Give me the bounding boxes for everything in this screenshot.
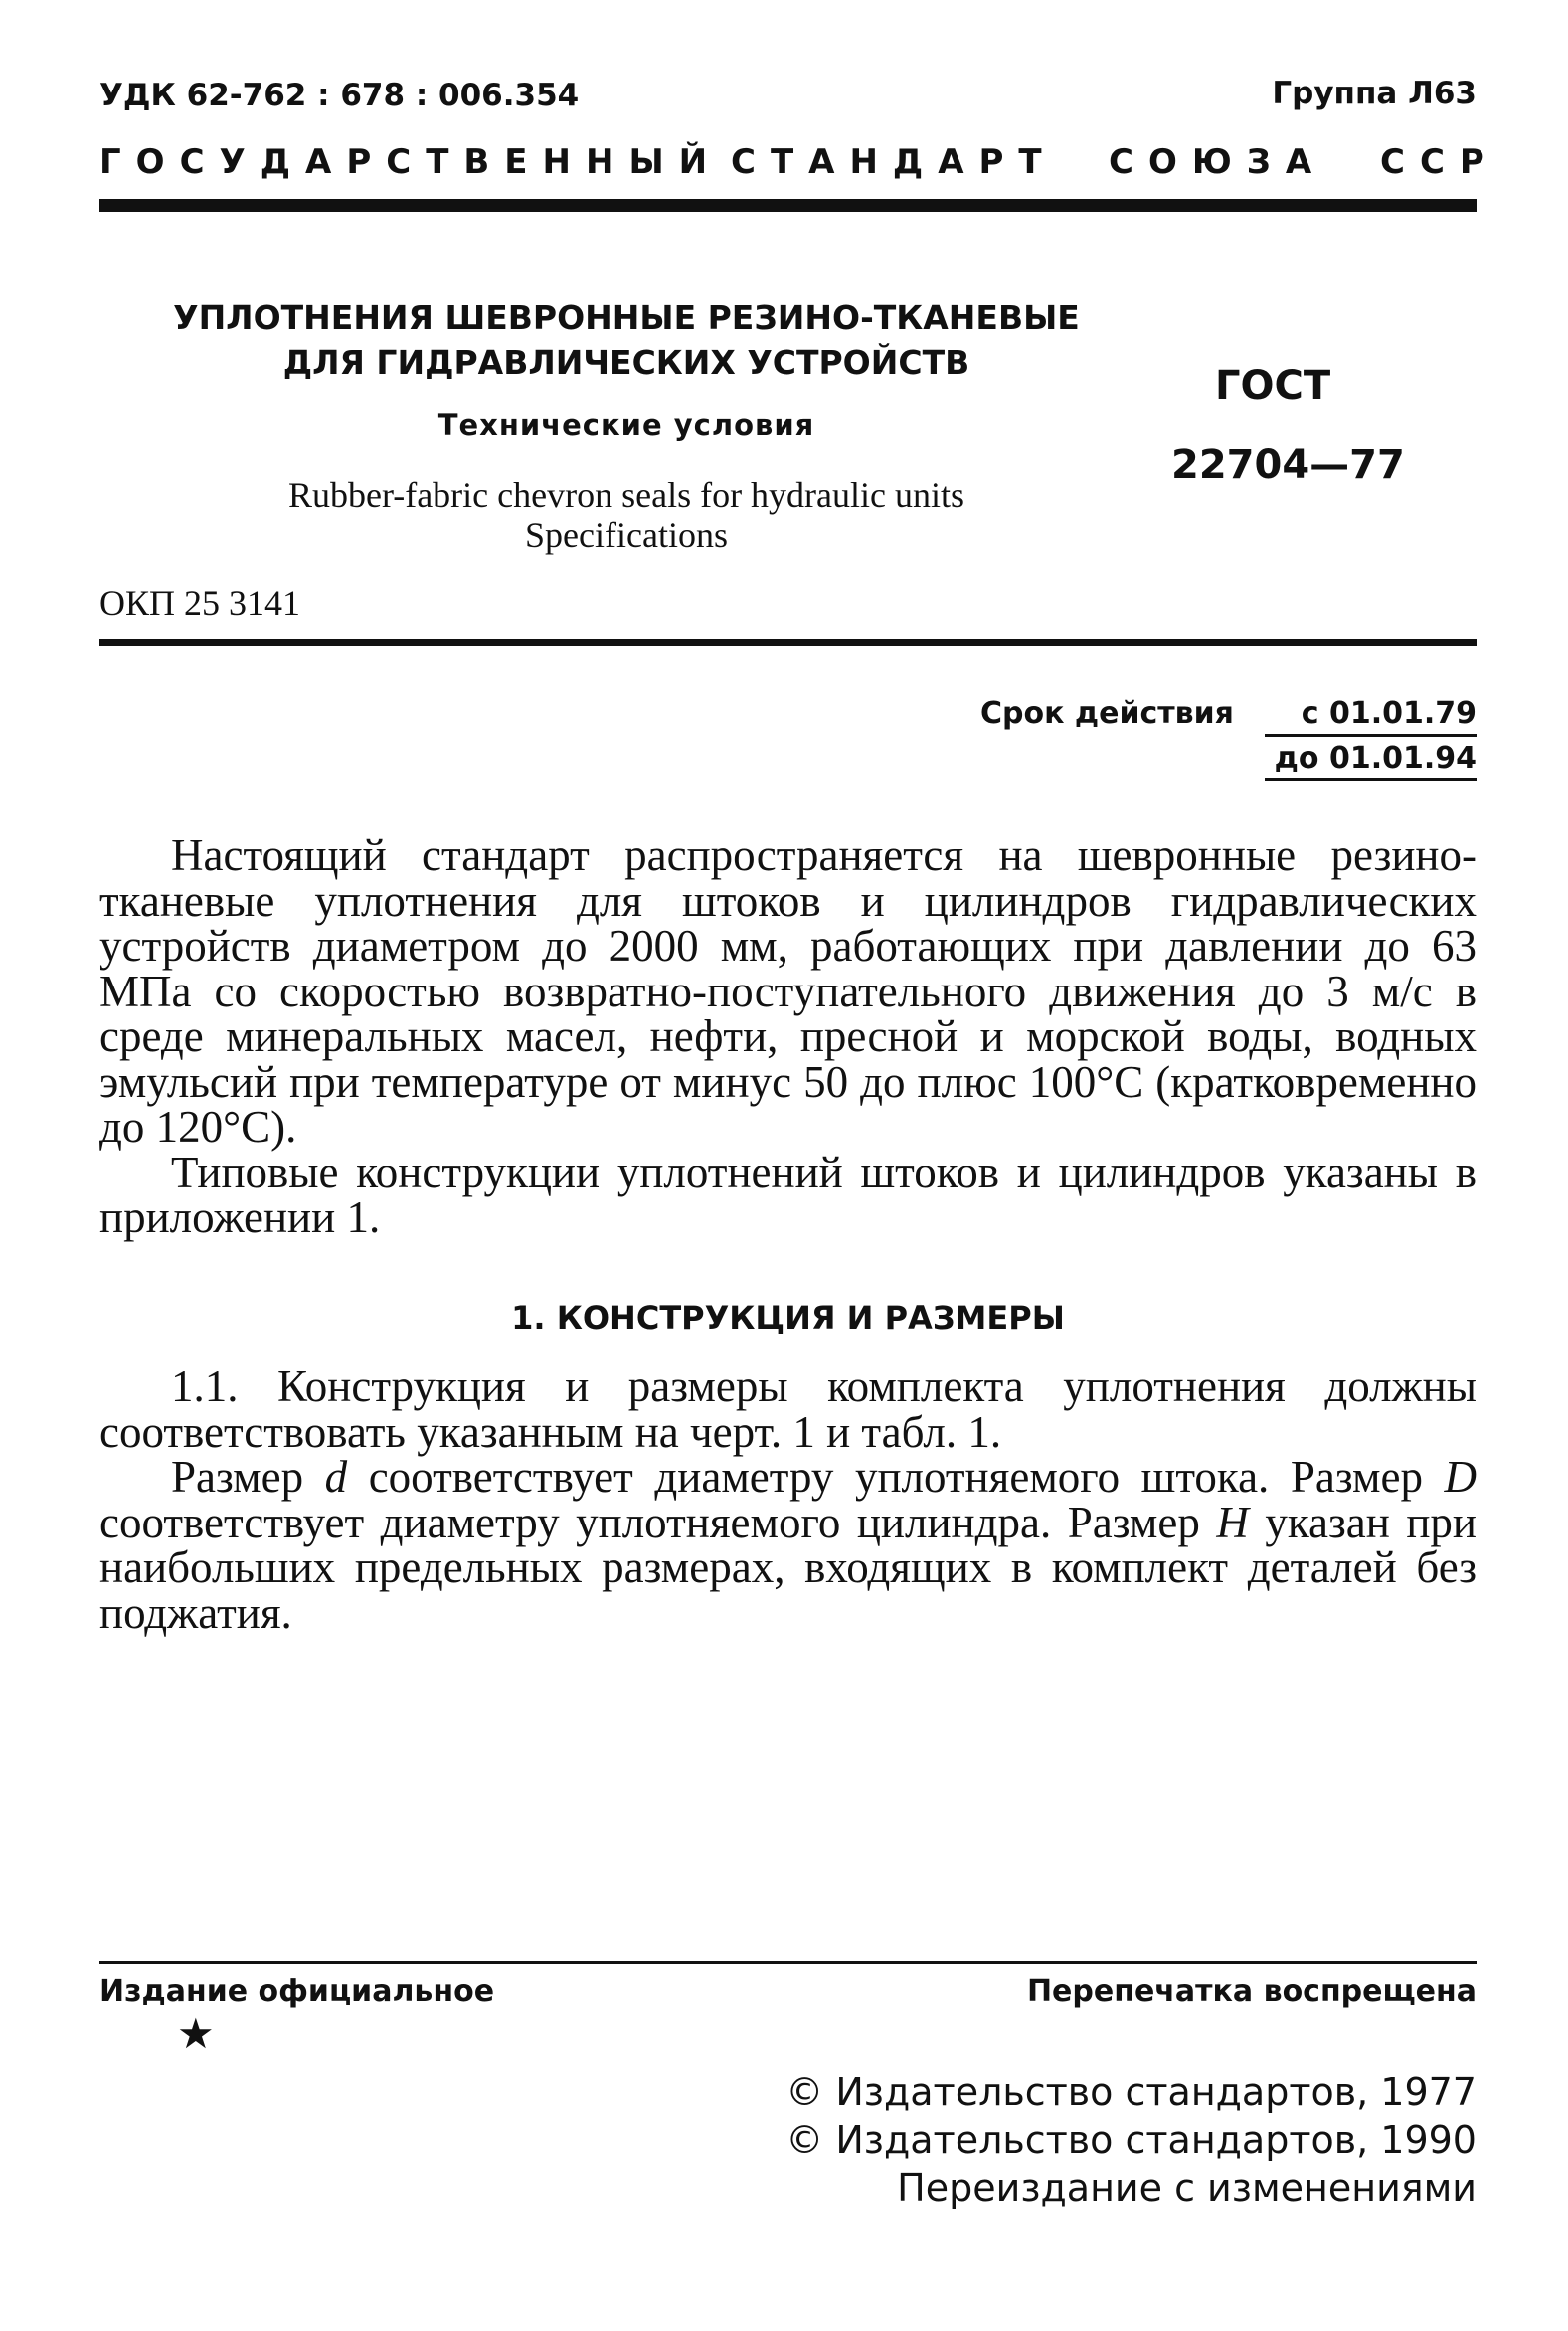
gost-label: ГОСТ	[1215, 363, 1331, 409]
footer-rule	[99, 1961, 1477, 1964]
size-text-2: соответствует диаметру уплотняемого штока. Размер	[347, 1452, 1445, 1502]
section-heading: 1. КОНСТРУКЦИЯ И РАЗМЕРЫ	[511, 1299, 1065, 1337]
state-standard-word-1: ГОСУДАРСТВЕННЫЙ	[99, 142, 723, 182]
copyright-1977: © Издательство стандартов, 1977	[785, 2070, 1477, 2114]
state-standard-word-2: СТАНДАРТ	[731, 142, 1057, 182]
title-line-1: УПЛОТНЕНИЯ ШЕВРОННЫЕ РЕЗИНО-ТКАНЕВЫЕ	[173, 298, 1080, 337]
state-standard-word-4: ССР	[1380, 142, 1499, 182]
reissue-note: Переиздание с изменениями	[897, 2166, 1477, 2210]
size-text-1: Размер	[171, 1452, 325, 1502]
group-code: Группа Л63	[1272, 76, 1477, 111]
subtitle: Технические условия	[437, 408, 815, 442]
title-line-2: ДЛЯ ГИДРАВЛИЧЕСКИХ УСТРОЙСТВ	[282, 343, 970, 382]
validity-to: до 01.01.94	[1274, 741, 1477, 776]
star-icon: ★	[177, 2009, 215, 2058]
reprint-prohibited: Перепечатка воспрещена	[1026, 1974, 1477, 2009]
size-text-4: указан при наибольших предельных размерах, входящих в комплект деталей без поджатия.	[99, 1497, 1477, 1638]
intro-text	[99, 830, 1477, 1242]
validity-separator	[1265, 734, 1477, 737]
english-title-line-1: Rubber-fabric chevron seals for hydraulic units	[287, 475, 965, 515]
section-paragraph-1: 1.1. Конструкция и размеры комплекта уплотнения должны соответствовать указанным на черт. 1 и табл. 1.	[99, 1361, 1477, 1457]
state-standard-word-3: СОЮЗА	[1109, 142, 1327, 182]
gost-number: 22704—77	[1171, 443, 1405, 488]
validity-label: Срок действия	[980, 696, 1234, 731]
size-symbol-D: D	[1444, 1452, 1478, 1502]
validity-from: с 01.01.79	[1301, 696, 1477, 731]
official-edition: Издание официальное	[99, 1974, 495, 2009]
validity-underline	[1265, 778, 1477, 781]
intro-paragraph-2: Типовые конструкции уплотнений штоков и цилиндров указаны в приложении 1.	[99, 1147, 1477, 1242]
size-symbol-d: d	[324, 1452, 348, 1502]
udk-code: УДК 62-762 : 678 : 006.354	[99, 78, 580, 113]
section-paragraph-2	[99, 1452, 1478, 1638]
header-thick-rule	[99, 199, 1477, 212]
intro-paragraph-1: Настоящий стандарт распространяется на шевронные резино-тканевые уплотнения для штоков и цилиндров гидравлических устройств диаметром до 2000 мм, работающих при давлении до 63 МПа со скоростью возвратно-поступательного движения до 3 м/с в среде минеральных масел, нефти, пресной и морской воды, водных эмульсий при температуре от минус 50 до плюс 100°С (кратковременно до 120°С).	[99, 830, 1477, 1152]
size-text-3: соответствует диаметру уплотняемого цилиндра. Размер	[99, 1497, 1217, 1547]
okp-code: ОКП 25 3141	[99, 583, 301, 623]
title-block-rule	[99, 639, 1477, 646]
section-text	[99, 1361, 1478, 1638]
size-symbol-H: H	[1216, 1497, 1249, 1547]
english-title-line-2: Specifications	[525, 515, 728, 555]
copyright-1990: © Издательство стандартов, 1990	[785, 2118, 1477, 2162]
